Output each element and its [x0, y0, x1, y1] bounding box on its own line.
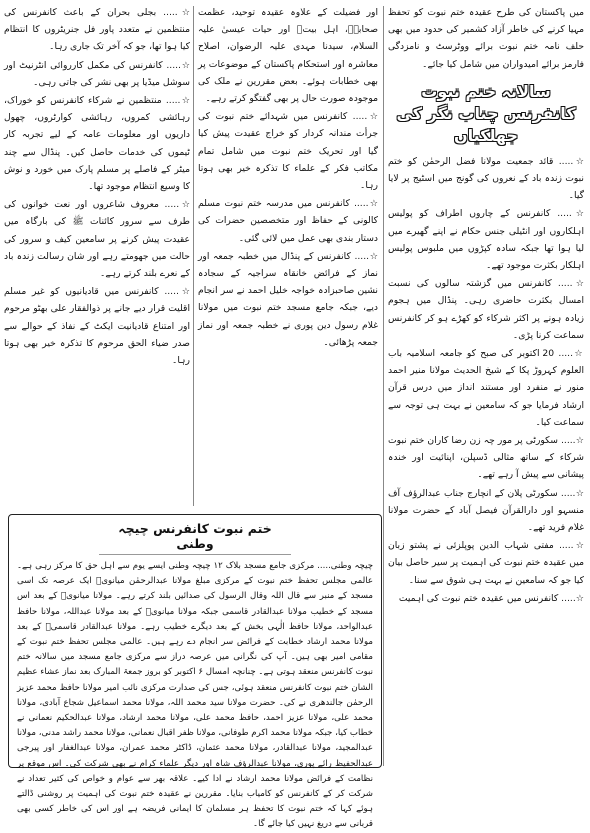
highlight-item: ☆..... منتظمین نے شرکاء کانفرنس کو خوراک، رہائشی کمروں، رہائشی کوارٹروں، چھول داریوں اور معلومات عامہ کے لیے تجربہ کار ٹیموں کی خدمات حاصل کیں۔ پنڈال سے چند میٹر کے فاصلے پر مسلم پارک میں خورد و نوش کا وسیع انتظام موجود تھا۔: [4, 95, 190, 193]
right-column: [388, 4, 584, 768]
column-divider: [193, 6, 194, 506]
highlight-item: ☆..... 20 اکتوبر کی صبح کو جامعہ اسلامیہ باب العلوم کہروڑ پکا کے شیخ الحدیث مولانا منیر احمد منور نے منفرد اور مستند انداز میں درس قرآن ارشاد فرمایا جو کہ سامعین نے بہت ہی توجہ سے سماعت کیا۔: [388, 348, 584, 428]
heading-line: جھلکیاں: [453, 125, 519, 145]
news-box: [8, 514, 382, 830]
middle-column: [198, 4, 378, 514]
highlight-item: ☆..... کانفرنس میں عقیدہ ختم نبوت کی اہمیت: [398, 592, 584, 604]
box-body: چیچہ وطنی..... مرکزی جامع مسجد بلاک ۱۲ چیچہ وطنی ایسے یوم سے اہل حق کا مرکز رہی ہے۔ عالمی مجلس تحفظ ختم نبوت کے مرکزی مبلغ مولانا عبدالرحمٰن میانویؒ ایک عرصہ تک اسی مسجد کے منبر سے قال اللہ وقال الرسول کی صدائیں بلند کرتے رہے۔ مولانا میانویؒ کے بعد اس مسجد کے خطیب مولانا عبدالقادر قاسمی جبکہ مولانا میانویؒ کے بعد مولانا عبداللہ، مولانا حافظ عبدالواحد، مولانا حافظ الٰہی بخش کے بعد دیگرے خطیب رہے۔ مولانا عبدالقادر قاسمیؒ کے بعد مولانا محمد ارشاد خطابت کے فرائض سر انجام دے رہے ہیں۔ عالمی مجلس تحفظ ختم نبوت کے مقامی امیر بھی ہیں۔ آپ کی نگرانی میں عرصہ دراز سے مرکزی جامع مسجد میں سالانہ ختم نبوت کانفرنس منعقد ہوتی ہے۔ چنانچہ امسال ۶ اکتوبر کو بروز جمعۃ المبارک بعد نماز عشاء عظیم الشان ختم نبوت کانفرنس منعقد ہوئی، جس کی صدارت مرکزی نائب امیر مولانا حافظ محمد عزیز الرحمٰن جالندھری نے کی۔ حضرت مولانا سید محمد اللہ، مولانا محمد اسماعیل شجاع آبادی، مولانا محمد علی، مولانا عزیز احمد، حافظ محمد علی، مولانا محمد ارشاد، مولانا عبدالحکیم نعمانی نے خطاب کیا، جبکہ مولانا محمد اکرم طوفانی، مولانا ظفر اقبال نعمانی، مولانا محمد راشد مدنی، مولانا عبدالمجید، مولانا عبدالقادر، مولانا محمد عثمان، ڈاکٹر محمد عمران، مولانا عبدالغفار اور پیرجی عبدالحفیظ رائے پوری، مولانا عبدالرؤف شاہ اور دیگر علماء کرام نے بھی شرکت کی۔ اس موقع پر نظامت کے فرائض مولانا محمد ارشاد نے ادا کیے۔ علاقہ بھر سے عوام و خواص کی کثیر تعداد نے شرکت کر کے کانفرنس کو کامیاب بنایا۔ مقررین نے عقیدہ ختم نبوت کی اہمیت پر روشنی ڈالتے ہوئے کہا کہ ختم نبوت کا تحفظ ہر مسلمان کا ایمانی فریضہ ہے اور اس کی خاطر کسی بھی قربانی سے دریغ نہیں کیا جائے گا۔: [17, 561, 374, 830]
highlight-item: ☆..... سکورٹی پلان کے انچارج جناب عبدالرؤف آف منسہو اور دارالقرآن فیصل آباد کے حضرت مولانا غلام فرید تھے۔: [388, 487, 584, 534]
heading-line: کانفرنس چناب نگر کی: [396, 103, 576, 123]
highlight-item: ☆..... کانفرنس میں شہدائے ختم نبوت کی جرأت مندانہ کردار کو خراج عقیدت پیش کیا گیا اور تحریک ختم نبوت میں شامل تمام مکاتب فکر کے علماء کا تذکرہ خیر بھی ہوتا رہا۔: [198, 111, 378, 192]
box-title: ختم نبوت کانفرنس چیچہ وطنی: [99, 521, 291, 555]
highlight-item: ☆..... کانفرنس میں مدرسہ ختم نبوت مسلم کالونی کے حفاظ اور متخصصین حضرات کی دستار بندی بھی عمل میں لائی گئی۔: [198, 198, 378, 244]
highlight-item: ☆..... کانفرنس کی مکمل کارروائی انٹرنیٹ اور سوشل میڈیا پر بھی نشر کی جاتی رہی۔: [4, 59, 190, 88]
highlight-item: ☆..... سکورٹی پر مور چہ زن رضا کاران ختم نبوت شرکاء کے ساتھ مثالی ڈسپلن، اپنائیت اور خندہ پیشانی سے پیش آ رہے تھے۔: [388, 435, 584, 481]
column-divider: [383, 6, 384, 766]
highlight-item: ☆..... بجلی بحران کے باعث کانفرنس کی منتظمین نے متعدد پاور فل جنریٹروں کا انتظام کیا ہوا تھا، جو کہ آخر تک جاری رہا۔: [4, 7, 190, 53]
highlight-item: ☆..... کانفرنس کے پنڈال میں خطبہ جمعہ اور نماز کے فرائض خانقاہ سراجیہ کے سجادہ نشین صاحبزادہ خواجہ خلیل احمد نے سر انجام دیے، جبکہ جامع مسجد ختم نبوت میں مولانا غلام رسول دین پوری نے خطبہ جمعہ اور نماز جمعہ پڑھائی۔: [198, 250, 378, 348]
left-column: [4, 4, 190, 514]
highlight-item: ☆..... مفتی شہاب الدین پوپلزئی نے پشتو زبان میں عقیدہ ختم نبوت کی اہمیت پر سیر حاصل بیان کیا جو کہ سامعین نے بہت ہی شوق سے سنا۔: [388, 540, 584, 586]
paragraph: میں پاکستان کی طرح عقیدہ ختم نبوت کو تحفظ مہیا کرنے کی خاطر آزاد کشمیر کی حدود میں بھی حلف نامہ ختم نبوت برائے ووٹرسٹ و نامزدگی فارمز برائے امیدواران میں شامل کیا جائے۔: [388, 7, 584, 70]
highlight-item: ☆..... کانفرنس کے چاروں اطراف کو پولیس اہلکاروں اور انٹیلی جنس حکام نے اپنے گھیرے میں لیا ہوا تھا جبکہ سادہ کپڑوں میں ملبوس پولیس اہلکار بکثرت موجود تھے۔: [388, 208, 584, 272]
paragraph: اور فضیلت کے علاوہ عقیدہ توحید، عظمت صحابہؓ، اہل بیتؓ اور حیات عیسیٰ علیہ السلام، سیدنا مہدی علیہ الرضوان، اصلاح معاشرہ اور استحکام پاکستان کے موضوعات پر بھی خطابات ہوئے۔ بعض مقررین نے ملک کی موجودہ صورت حال پر بھی گفتگو کرتے رہے۔: [198, 7, 378, 105]
highlight-item: ☆..... معروف شاعروں اور نعت خوانوں کی طرف سے سرور کائنات ﷺ کی بارگاہ میں عقیدت پیش کرنے پر سامعین کیف و سرور کی حالت میں جھومتے رہے اور شان رسالت زندہ باد کے نعرے بلند کرتے رہے۔: [4, 199, 190, 280]
highlight-item: ☆..... کانفرنس میں قادیانیوں کو غیر مسلم اقلیت قرار دیے جانے پر ذوالفقار علی بھٹو مرحوم اور امتناع قادیانیت ایکٹ کے نفاذ کے حوالے سے صدر ضیاء الحق مرحوم کا تذکرہ خیر بھی ہوتا رہا۔: [4, 286, 190, 367]
highlight-item: ☆..... قائد جمعیت مولانا فضل الرحمٰن کو ختم نبوت زندہ باد کے نعروں کی گونج میں اسٹیج پر لایا گیا۔: [388, 155, 584, 202]
heading-line: سالانہ ختم نبوت: [421, 81, 551, 101]
section-heading: [388, 81, 584, 147]
highlight-item: ☆..... کانفرنس میں گزشتہ سالوں کی نسبت امسال بکثرت حاضری رہی۔ پنڈال میں ہجوم زیادہ ہونے پر اکثر شرکاء کو کھڑے ہو کر کانفرنس سماعت کرنا پڑی۔: [388, 278, 584, 341]
